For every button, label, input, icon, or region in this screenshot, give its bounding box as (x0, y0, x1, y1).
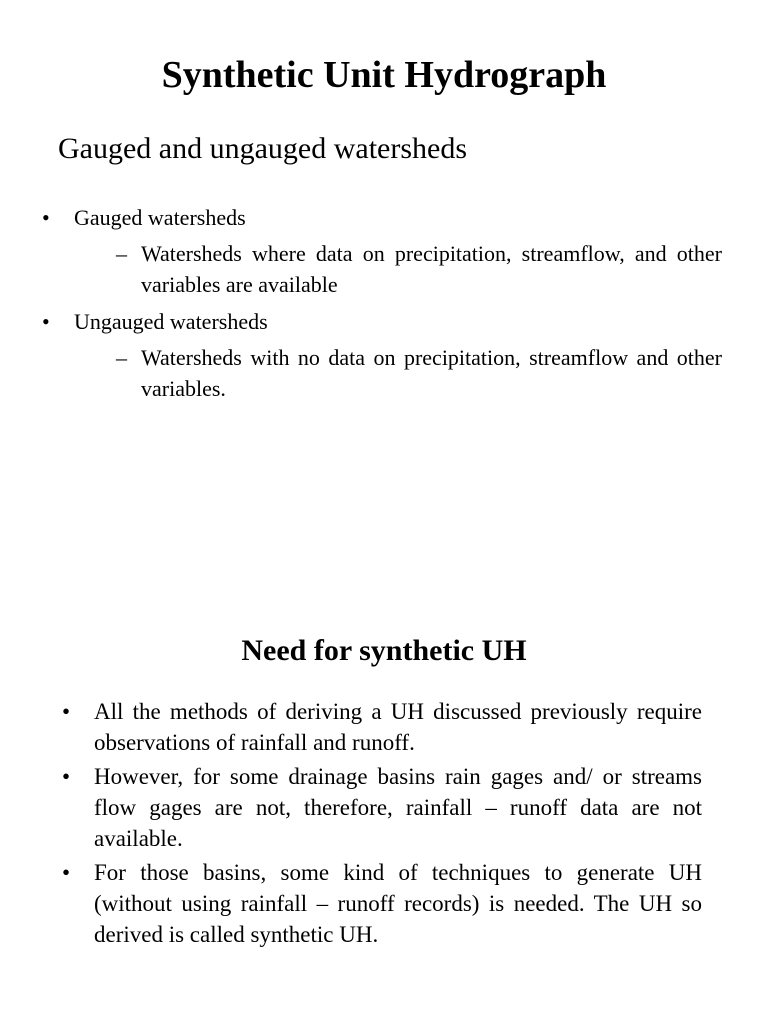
dash-icon: – (116, 241, 127, 266)
bullet-text: However, for some drainage basins rain gages and/ or streams flow gages are not, therefore, rainfall – runoff data are not available. (94, 764, 702, 851)
need-list (62, 696, 702, 953)
section-subtitle: Gauged and ungauged watersheds (58, 132, 468, 165)
bullet-text: For those basins, some kind of techniques to generate UH (without using rainfall – runoff records) is needed. The UH so derived is called synthetic UH. (94, 860, 702, 947)
bullet-icon: • (62, 860, 71, 885)
dash-icon: – (116, 345, 127, 370)
section-title: Need for synthetic UH (241, 634, 527, 667)
sub-item-text: Watersheds with no data on precipitation, streamflow and other variables. (141, 345, 722, 401)
list-item-gauged (42, 202, 722, 300)
slide-need-for-synthetic-uh (0, 512, 768, 1024)
list-item (62, 857, 702, 950)
sub-item (108, 238, 722, 300)
sub-item (108, 342, 722, 404)
bullet-icon: • (42, 309, 50, 334)
list-item-ungauged (42, 306, 722, 404)
watershed-list (42, 202, 722, 410)
list-item (62, 761, 702, 854)
sub-item-text: Watersheds where data on precipitation, streamflow, and other variables are available (141, 241, 722, 297)
bullet-icon: • (62, 764, 71, 789)
bullet-text: All the methods of deriving a UH discussed previously require observations of rainfall and runoff. (94, 699, 702, 755)
bullet-icon: • (62, 699, 71, 724)
list-item (62, 696, 702, 758)
bullet-icon: • (42, 205, 50, 230)
bullet-text: Gauged watersheds (74, 205, 246, 230)
page-title: Synthetic Unit Hydrograph (161, 54, 607, 96)
bullet-text: Ungauged watersheds (74, 309, 268, 334)
